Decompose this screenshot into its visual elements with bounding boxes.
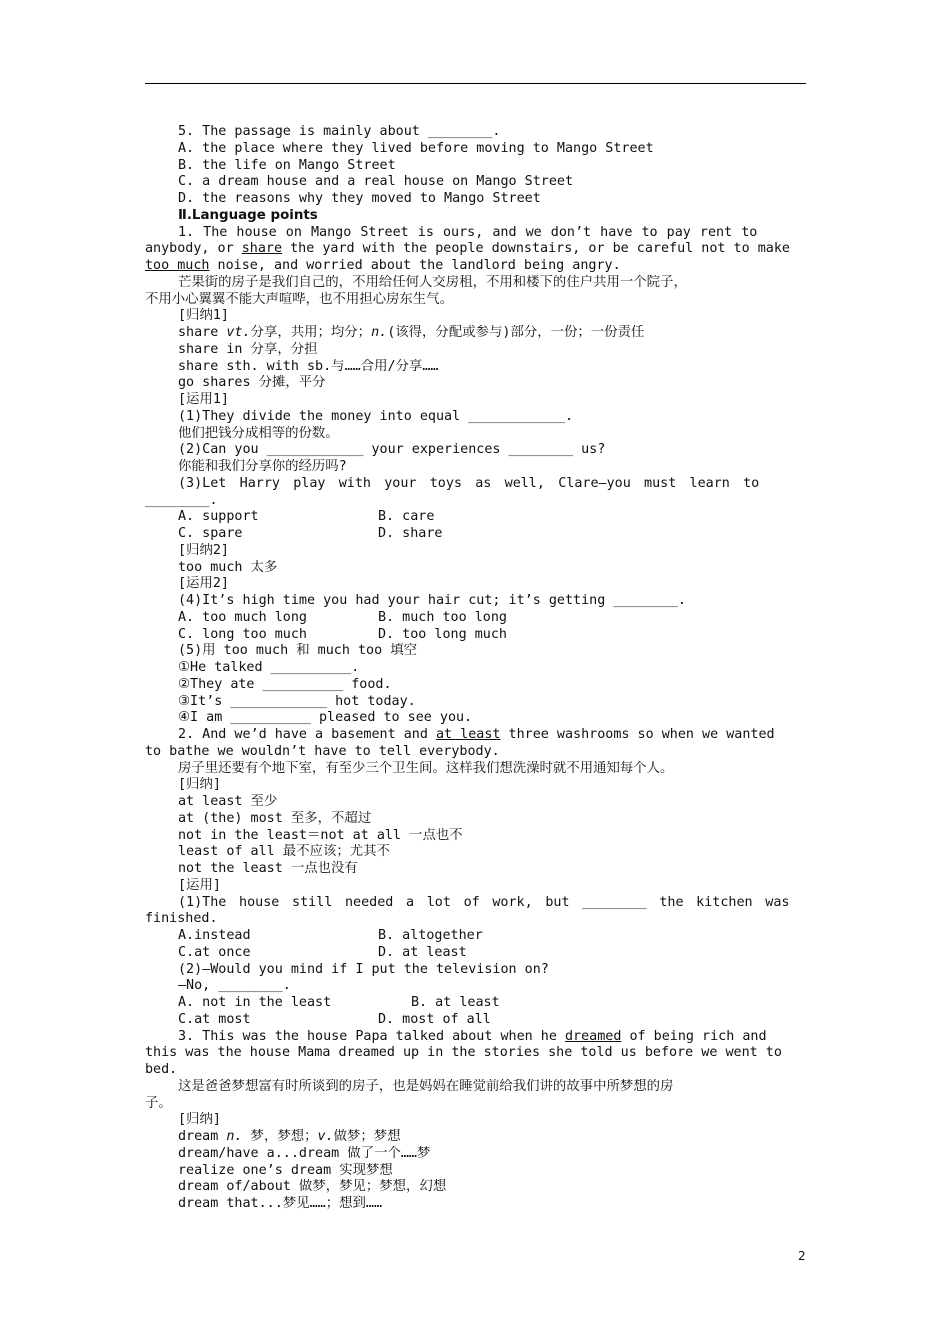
- lp2-translation: 房子里还要有个地下室，有至少三个卫生间。这样我们想洗澡时就不用通知每个人。: [178, 760, 674, 776]
- option-c: C. spare: [178, 526, 243, 541]
- exercise-4-options-cd: [145, 627, 806, 644]
- lp2-g1: at least 至少: [178, 794, 278, 809]
- option-b: B. at least: [411, 995, 500, 1010]
- lp1-sentence-line2: [145, 241, 806, 258]
- lp2-exercise-1-end: finished.: [145, 911, 218, 927]
- option-b: B. altogether: [378, 928, 483, 943]
- lp2-exercise-2-options-ab: [145, 995, 806, 1012]
- lp1-translation-line2: 不用小心翼翼不能大声喧哗，也不用担心房东生气。: [145, 291, 453, 307]
- page-number: 2: [798, 1249, 806, 1263]
- pos-label: n.: [371, 325, 388, 340]
- go-shares: go shares 分摊，平分: [178, 375, 326, 391]
- lp2-sentence-line1: [145, 727, 806, 744]
- lp2-exercise-1: (1)The house still needed a lot of work, but ________ the kitchen was: [178, 894, 790, 910]
- section-title: Ⅱ.Language points: [178, 207, 318, 223]
- dream-definition: [145, 1129, 806, 1146]
- underlined-too-much: too much: [145, 258, 210, 273]
- option-d: D. share: [378, 526, 443, 541]
- lp1-guina2-heading: [归纳2]: [178, 542, 229, 558]
- q5-stem: 5. The passage is mainly about ________.: [178, 124, 501, 139]
- share-with: share sth. with sb.与……合用/分享……: [178, 358, 439, 374]
- exercise-5c: ③It’s ____________ hot today.: [178, 693, 416, 709]
- lp2-yunyong-heading: [运用]: [178, 877, 221, 893]
- option-b: B. much too long: [378, 609, 507, 625]
- option-c: C.at once: [178, 944, 251, 960]
- underlined-share: share: [241, 241, 283, 257]
- option-a: A. support: [178, 509, 259, 525]
- lp2-exercise-2-answer: —No, ________.: [178, 978, 291, 994]
- exercise-3: (3)Let Harry play with your toys as well, Clare—you must learn to: [178, 475, 760, 491]
- lp2-exercise-1-options-cd: [145, 945, 806, 962]
- pos-label: v.: [317, 1129, 334, 1144]
- lp3-g3: realize one’s dream 实现梦想: [178, 1162, 393, 1178]
- lp3-translation-line1: 这是爸爸梦想富有时所谈到的房子，也是妈妈在睡觉前给我们讲的故事中所梦想的房: [178, 1078, 674, 1094]
- exercise-2: (2)Can you ____________ your experiences ________ us?: [178, 442, 606, 458]
- lp2-guina-heading: [归纳]: [178, 777, 221, 793]
- text: share: [178, 325, 227, 340]
- q5-option-a: A. the place where they lived before moving to Mango Street: [178, 140, 654, 156]
- header-rule: [145, 83, 806, 84]
- text: 梦，梦想；: [242, 1129, 318, 1144]
- share-definition: [145, 325, 806, 342]
- text: of being rich and: [621, 1028, 767, 1044]
- lp3-guina-heading: [归纳]: [178, 1112, 221, 1128]
- pos-label: vt.: [226, 325, 251, 340]
- lp2-exercise-2: (2)—Would you mind if I put the television on?: [178, 961, 549, 977]
- underlined-at-least: at least: [435, 727, 501, 742]
- share-in: share in 分享，分担: [178, 341, 318, 357]
- underlined-dreamed: dreamed: [564, 1028, 622, 1044]
- document-body: [145, 124, 806, 1213]
- lp2-exercise-1-options-ab: [145, 928, 806, 945]
- text: noise, and worried about the landlord being angry.: [209, 258, 621, 273]
- lp2-g2: at (the) most 至多，不超过: [178, 810, 372, 826]
- exercise-1: (1)They divide the money into equal ____________.: [178, 408, 574, 424]
- option-c: C. long too much: [178, 626, 307, 642]
- text: anybody, or: [145, 241, 242, 257]
- pos-label: n.: [226, 1129, 243, 1144]
- exercise-5: (5)用 too much 和 much too 填空: [178, 643, 417, 659]
- exercise-5a: ①He talked __________.: [178, 660, 360, 675]
- lp1-sentence-line1: 1. The house on Mango Street is ours, and we don’t have to pay rent to: [178, 224, 758, 240]
- exercise-3-options-ab: [145, 509, 806, 526]
- text: 2. And we’d have a basement and: [178, 727, 436, 742]
- lp3-translation-line2: 子。: [145, 1095, 172, 1111]
- q5-option-d: D. the reasons why they moved to Mango Street: [178, 191, 541, 206]
- option-b: B. care: [378, 509, 435, 525]
- exercise-2-cn: 你能和我们分享你的经历吗?: [178, 459, 347, 474]
- lp1-sentence-line3: [145, 258, 806, 275]
- too-much-definition: too much 太多: [178, 559, 278, 575]
- text: the yard with the people downstairs, or be careful not to make: [282, 241, 790, 257]
- text: 分享，共用；均分；: [250, 325, 372, 340]
- lp3-sentence-line1: [145, 1029, 806, 1046]
- exercise-4-options-ab: [145, 610, 806, 627]
- option-d: D. most of all: [378, 1011, 491, 1027]
- exercise-3-options-cd: [145, 526, 806, 543]
- text: 做梦；梦想: [333, 1129, 401, 1144]
- option-d: D. too long much: [378, 626, 507, 642]
- exercise-5b: ②They ate __________ food.: [178, 676, 392, 692]
- text: three washrooms so when we wanted: [500, 727, 775, 742]
- lp2-sentence-line2: to bathe we wouldn’t have to tell everybody.: [145, 743, 500, 759]
- exercise-3-blank: ________.: [145, 492, 218, 508]
- exercise-5d: ④I am __________ pleased to see you.: [178, 710, 473, 726]
- text: (该得，分配或参与)部分，一份；一份责任: [387, 325, 645, 340]
- lp3-g5: dream that...梦见……；想到……: [178, 1196, 383, 1211]
- exercise-4: (4)It’s high time you had your hair cut; it’s getting ________.: [178, 593, 686, 608]
- lp1-yunyong1-heading: [运用1]: [178, 392, 229, 407]
- text: dream: [178, 1129, 227, 1144]
- q5-option-b: B. the life on Mango Street: [178, 157, 396, 173]
- lp1-guina1-heading: [归纳1]: [178, 308, 229, 324]
- lp1-yunyong2-heading: [运用2]: [178, 576, 229, 592]
- q5-option-c: C. a dream house and a real house on Mango Street: [178, 174, 574, 190]
- lp2-g3: not in the least＝not at all 一点也不: [178, 827, 463, 843]
- lp2-exercise-2-options-cd: [145, 1012, 806, 1029]
- lp2-g5: not the least 一点也没有: [178, 861, 358, 876]
- option-a: A. too much long: [178, 609, 307, 625]
- exercise-1-cn: 他们把钱分成相等的份数。: [178, 425, 339, 441]
- option-d: D. at least: [378, 944, 467, 960]
- lp3-sentence-line3: bed.: [145, 1062, 178, 1077]
- lp3-sentence-line2: this was the house Mama dreamed up in the stories she told us before we went to: [145, 1045, 782, 1061]
- option-a: A.instead: [178, 928, 251, 943]
- option-a: A. not in the least: [178, 995, 332, 1010]
- option-c: C.at most: [178, 1011, 251, 1027]
- lp3-g4: dream of/about 做梦，梦见；梦想，幻想: [178, 1179, 447, 1195]
- lp3-g2: dream/have a...dream 做了一个……梦: [178, 1145, 431, 1161]
- lp1-translation-line1: 芒果街的房子是我们自己的，不用给任何人交房租，不用和楼下的住户共用一个院子，: [178, 274, 687, 290]
- text: 3. This was the house Papa talked about when he: [178, 1028, 565, 1044]
- lp2-g4: least of all 最不应该；尤其不: [178, 844, 390, 860]
